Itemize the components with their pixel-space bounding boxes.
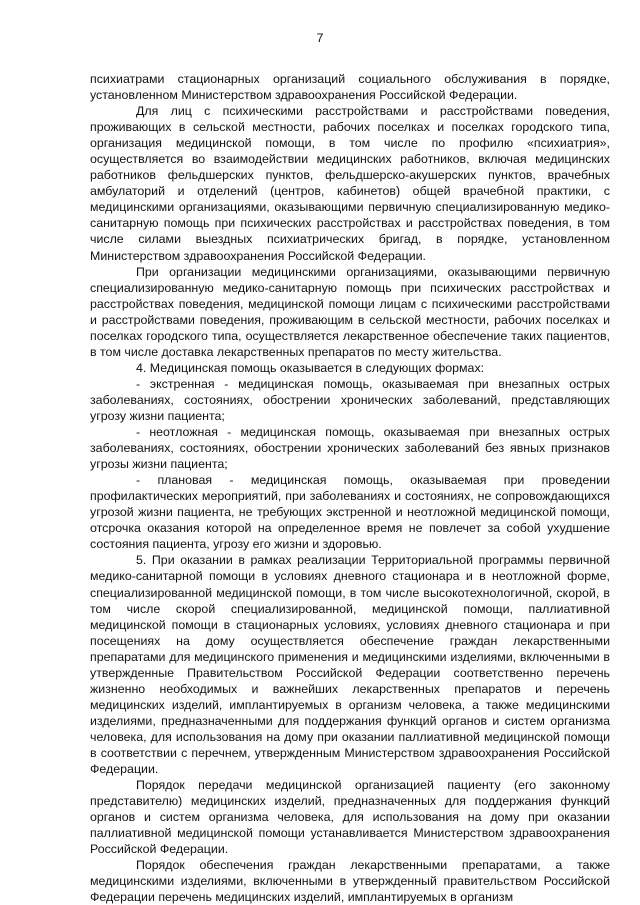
paragraph-drug-provision-rural: При организации медицинскими организациями, оказывающими первичную специализированную медико-санитарную помощь при психических расстройствах и расстройствах поведения, медицинской помощи лицам с психическими расстройствами и расстройствами поведения, проживающим в сельской местности, рабочих поселках и поселках городского типа, осуществляется лекарственное обеспечение таких пациентов, в том числе доставка лекарственных препаратов по месту жительства.	[90, 264, 610, 359]
list-item-emergency: - экстренная - медицинская помощь, оказываемая при внезапных острых заболеваниях, состояниях, обострении хронических заболеваний, представляющих угрозу жизни пациента;	[90, 376, 610, 423]
paragraph-item-4-forms: 4. Медицинская помощь оказывается в следующих формах:	[136, 360, 485, 375]
paragraph-continuation: психиатрами стационарных организаций социального обслуживания в порядке, установленном Министерством здравоохранения Российской Федерации.	[90, 72, 610, 103]
document-body	[90, 71, 610, 905]
list-item-planned: - плановая - медицинская помощь, оказываемая при проведении профилактических мероприятий, при заболеваниях и состояниях, не сопровождающихся угрозой жизни пациента, не требующих экстренной и неотложной медицинской помощи, отсрочка оказания которой на определенное время не повлечет за собой ухудшение состояния пациента, угрозу его жизни и здоровью.	[90, 473, 610, 552]
paragraph-item-5-provision: 5. При оказании в рамках реализации Территориальной программы первичной медико-санитарной помощи в условиях дневного стационара и в неотложной форме, специализированной медицинской помощи, в том числе высокотехнологичной, скорой, в том числе скорой специализированной, медицинской помощи, паллиативной медицинской помощи в стационарных условиях, условиях дневного стационара и при посещениях на дому осуществляется обеспечение граждан лекарственными препаратами для медицинского применения и медицинскими изделиями, включенными в утвержденные Правительством Российской Федерации соответственно перечень жизненно необходимых и важнейших лекарственных препаратов и перечень медицинских изделий, имплантируемых в организм человека, а также медицинскими изделиями, предназначенными для поддержания функций органов и систем организма человека, для использования на дому при оказании паллиативной медицинской помощи в соответствии с перечнем, утвержденным Министерством здравоохранения Российской Федерации.	[90, 553, 610, 777]
paragraph-rural-psychiatric-care: Для лиц с психическими расстройствами и расстройствами поведения, проживающих в сельской местности, рабочих поселках и поселках городского типа, организация медицинской помощи, в том числе по профилю «психиатрия», осуществляется во взаимодействии медицинских работников, включая медицинских работников фельдшерских пунктов, фельдшерско-акушерских пунктов, врачебных амбулаторий и отделений (центров, кабинетов) общей врачебной практики, с медицинскими организациями, оказывающими первичную специализированную медико-санитарную помощь при психических расстройствах и расстройствах поведения, в том числе силами выездных психиатрических бригад, в порядке, установленном Министерством здравоохранения Российской Федерации.	[90, 104, 610, 263]
paragraph-transfer-procedure: Порядок передачи медицинской организацией пациенту (его законному представителю) медицинских изделий, предназначенных для поддержания функций органов и систем организма человека, для использования на дому при оказании паллиативной медицинской помощи устанавливается Министерством здравоохранения Российской Федерации.	[90, 778, 610, 857]
list-item-urgent: - неотложная - медицинская помощь, оказываемая при внезапных острых заболеваниях, состояниях, обострении хронических заболеваний без явных признаков угрозы жизни пациента;	[90, 425, 610, 472]
paragraph-supply-procedure: Порядок обеспечения граждан лекарственными препаратами, а также медицинскими изделиями, включенными в утвержденный правительством Российской Федерации перечень медицинских изделий, имплантируемых в организм	[90, 858, 610, 905]
page-number: 7	[316, 31, 324, 45]
